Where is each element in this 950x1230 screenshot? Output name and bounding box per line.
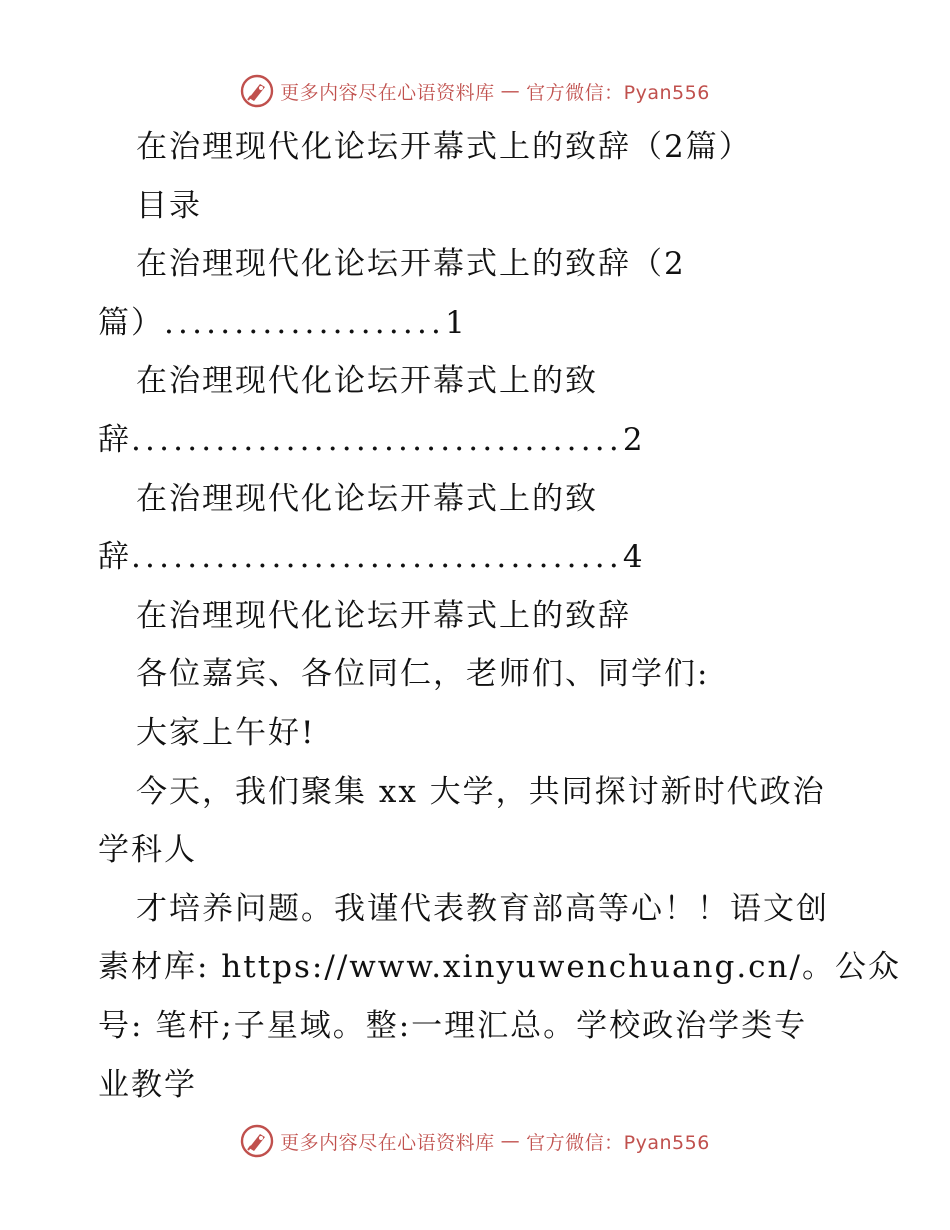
watermark-main-text: 更多内容尽在心语资料库 (280, 81, 495, 104)
document-body (98, 118, 901, 1114)
pen-nib-logo-icon (240, 1124, 274, 1158)
salutation: 各位嘉宾、各位同仁，老师们、同学们: (136, 656, 710, 693)
toc-heading: 目录 (136, 187, 202, 224)
toc-entry-1-line1: 在治理现代化论坛开幕式上的致辞（2 (136, 246, 686, 283)
toc-entry-3-page: 4 (622, 539, 645, 576)
paragraph-1-line-2: 学科人 (98, 832, 197, 869)
pen-nib-logo-icon (240, 74, 274, 108)
header-watermark (0, 74, 950, 108)
speech-title: 在治理现代化论坛开幕式上的致辞 (136, 597, 631, 634)
toc-entry-2-page: 2 (622, 421, 645, 458)
toc-entry-2-line1: 在治理现代化论坛开幕式上的致 (136, 363, 598, 400)
footer-watermark (0, 1124, 950, 1158)
watermark-main-text: 更多内容尽在心语资料库 (280, 1131, 495, 1154)
toc-entry-3-line2[interactable] (98, 528, 798, 587)
watermark-separator: — (500, 1130, 521, 1152)
paragraph-2-line-1: 才培养问题。我谨代表教育部高等心！！语文创 (136, 890, 829, 927)
document-title: 在治理现代化论坛开幕式上的致辞（2篇） (136, 129, 752, 165)
toc-entry-2-line2[interactable] (98, 411, 798, 470)
toc-entry-1-page: 1 (445, 304, 467, 341)
toc-entry-3-text: 辞 (98, 539, 131, 576)
watermark-separator: — (500, 80, 521, 102)
toc-entry-2-leader: ................................... (131, 421, 623, 458)
toc-entry-1-leader: .................... (164, 304, 446, 341)
paragraph-1-line-1: 今天，我们聚集 xx 大学，共同探讨新时代政治 (136, 773, 826, 810)
watermark-sub-text: 官方微信：Pyan556 (526, 81, 710, 104)
watermark-sub-text: 官方微信：Pyan556 (526, 1131, 710, 1154)
toc-entry-1-text: 篇） (98, 304, 164, 341)
paragraph-2-line-3: 号: 笔杆;子星域。整:一理汇总。学校政治学类专 (98, 1007, 808, 1044)
toc-entry-1-line2[interactable] (98, 294, 798, 353)
paragraph-2-line-4: 业教学 (98, 1066, 197, 1103)
paragraph-2-line-2: 素材库: https://www.xinyuwenchuang.cn/。公众 (98, 949, 901, 986)
toc-entry-3-line1: 在治理现代化论坛开幕式上的致 (136, 480, 598, 517)
greeting: 大家上午好! (136, 714, 316, 751)
toc-entry-3-leader: ................................... (131, 539, 623, 576)
toc-entry-2-text: 辞 (98, 421, 131, 458)
